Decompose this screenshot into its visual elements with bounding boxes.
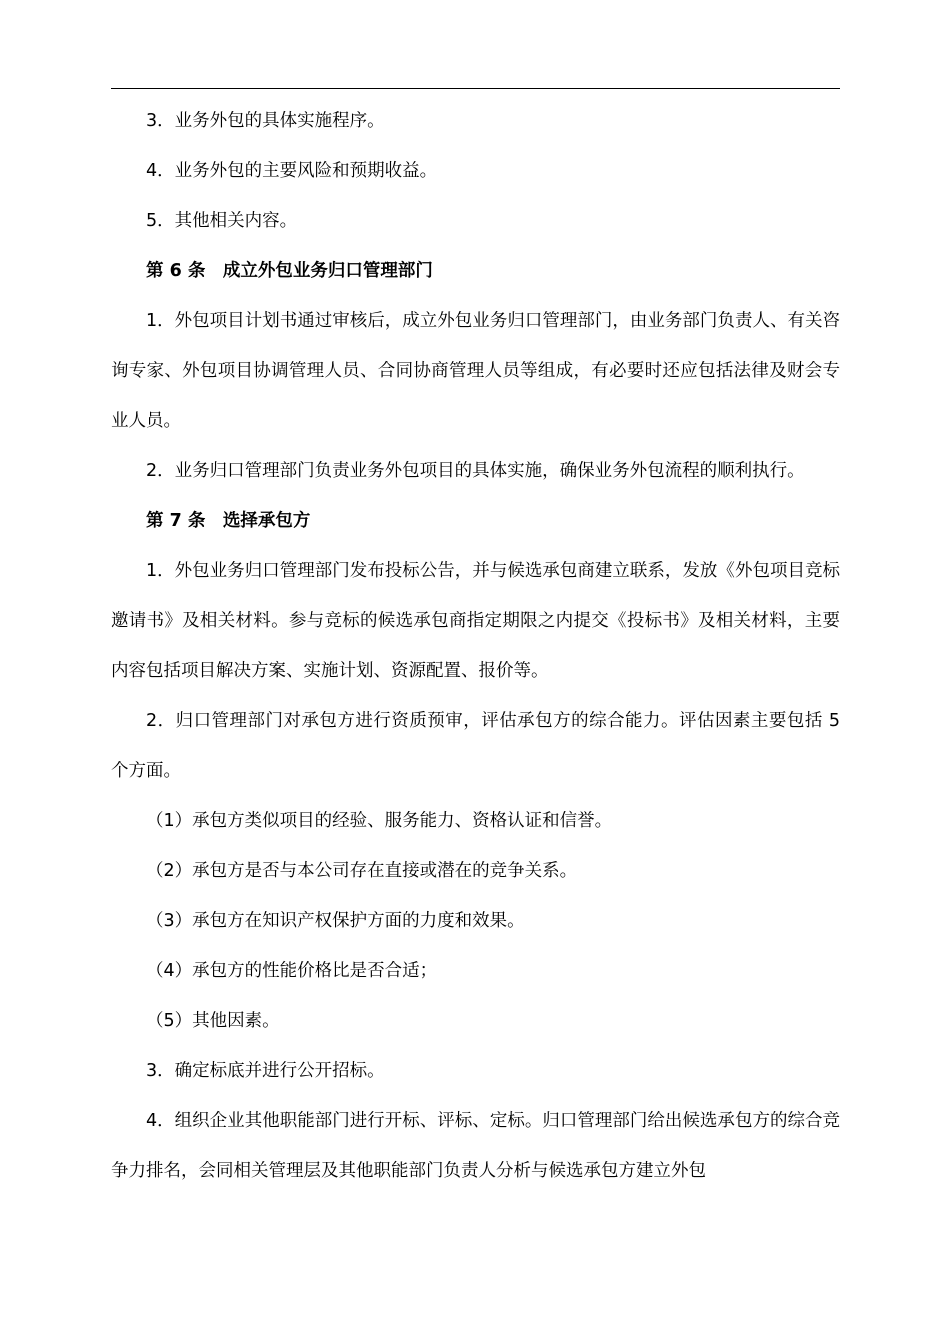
list-item-5: 5．其他相关内容。 <box>146 211 298 231</box>
document-body <box>111 96 840 1196</box>
factor-3: （3）承包方在知识产权保护方面的力度和效果。 <box>146 911 525 931</box>
article-6-item-1: 1．外包项目计划书通过审核后，成立外包业务归口管理部门，由业务部门负责人、有关咨询专家、外包项目协调管理人员、合同协商管理人员等组成，有必要时还应包括法律及财会专业人员。 <box>111 311 840 431</box>
article-7-heading: 第 7 条 选择承包方 <box>146 511 311 531</box>
factor-4: （4）承包方的性能价格比是否合适； <box>146 961 438 981</box>
factor-5: （5）其他因素。 <box>146 1011 280 1031</box>
article-7-item-4: 4．组织企业其他职能部门进行开标、评标、定标。归口管理部门给出候选承包方的综合竞争力排名，会同相关管理层及其他职能部门负责人分析与候选承包方建立外包 <box>111 1111 840 1181</box>
article-7-item-1: 1．外包业务归口管理部门发布投标公告，并与候选承包商建立联系，发放《外包项目竞标邀请书》及相关材料。参与竞标的候选承包商指定期限之内提交《投标书》及相关材料，主要内容包括项目解决方案、实施计划、资源配置、报价等。 <box>111 561 840 681</box>
article-7-item-2: 2．归口管理部门对承包方进行资质预审，评估承包方的综合能力。评估因素主要包括 5 个方面。 <box>111 711 840 781</box>
list-item-3: 3．业务外包的具体实施程序。 <box>146 111 385 131</box>
list-item-4: 4．业务外包的主要风险和预期收益。 <box>146 161 438 181</box>
article-7-item-3: 3．确定标底并进行公开招标。 <box>146 1061 385 1081</box>
header-rule <box>111 88 840 89</box>
article-6-item-2: 2．业务归口管理部门负责业务外包项目的具体实施，确保业务外包流程的顺利执行。 <box>146 461 805 481</box>
factor-1: （1）承包方类似项目的经验、服务能力、资格认证和信誉。 <box>146 811 613 831</box>
article-6-heading: 第 6 条 成立外包业务归口管理部门 <box>146 261 433 281</box>
factor-2: （2）承包方是否与本公司存在直接或潜在的竞争关系。 <box>146 861 578 881</box>
